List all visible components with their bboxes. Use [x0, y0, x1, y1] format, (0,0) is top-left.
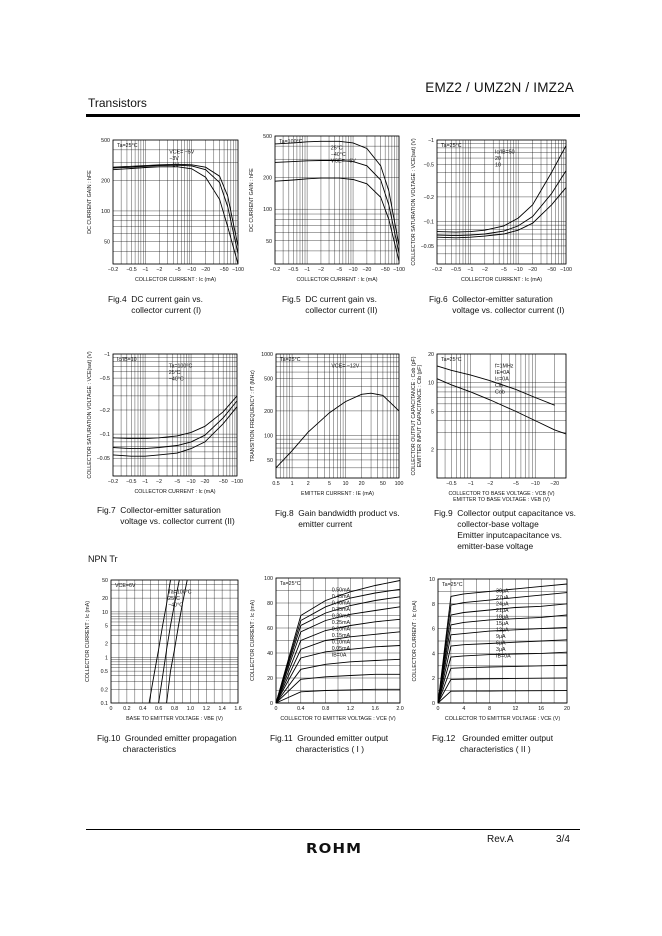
fig12-annotation: 3μA — [496, 647, 506, 653]
fig11-y-tick: 40 — [267, 651, 273, 657]
fig11-annotation: 0.45mA — [331, 594, 351, 600]
fig4-y-label: DC CURRENT GAIN : hFE — [87, 170, 93, 234]
fig12-annotation: 12μA — [496, 627, 509, 634]
fig12-x-tick: 8 — [488, 706, 492, 712]
fig10-y-tick: 20 — [102, 596, 108, 603]
fig10-x-tick: 1.4 — [218, 706, 226, 712]
fig11-annotation: 0.30mA — [331, 613, 351, 620]
fig11-plot — [250, 576, 404, 722]
fig9-x-label-2: EMITTER TO BASE VOLTAGE : VEB (V) — [453, 497, 550, 503]
fig5-plot — [249, 134, 405, 283]
footer-divider — [86, 829, 580, 830]
fig5-x-tick: −2 — [317, 267, 324, 273]
fig5-x-tick: −5 — [336, 267, 343, 273]
fig8-y-tick: 1000 — [261, 352, 273, 358]
fig5-x-tick: −50 — [380, 267, 390, 273]
fig12-annotation: 24μA — [496, 601, 509, 608]
fig7-y-tick: −0.05 — [96, 456, 110, 463]
fig12-y-tick: 2 — [432, 676, 435, 683]
fig7-y-tick: −1 — [103, 352, 110, 358]
fig11-x-tick: 2.0 — [396, 706, 404, 712]
fig10-annotation: VCE=6V — [115, 583, 136, 589]
fig10-x-tick: 1.6 — [234, 706, 242, 712]
fig9-plot — [411, 352, 566, 503]
fig8-y-tick: 200 — [264, 408, 273, 415]
fig11-annotation: 0.35mA — [331, 607, 351, 613]
fig11-y-tick: 80 — [267, 601, 273, 607]
header-divider — [86, 114, 580, 117]
fig9-y-tick: 5 — [431, 409, 434, 416]
fig11-annotation: IB=0A — [331, 652, 347, 659]
fig4-y-tick: 100 — [101, 208, 110, 215]
fig8-chart — [236, 346, 419, 510]
fig7-x-tick: −50 — [218, 479, 228, 485]
fig10-annotation: Ta=100°C — [168, 589, 192, 596]
fig12-annotation: IB=0A — [496, 653, 511, 660]
fig6-x-tick: −100 — [560, 267, 572, 273]
fig11-y-tick: 20 — [267, 676, 273, 682]
fig4-series-line — [113, 167, 238, 264]
fig9-x-tick: −10 — [530, 481, 540, 487]
fig6-y-tick: −1 — [427, 138, 434, 144]
npn-section-label: NPN Tr — [88, 554, 118, 564]
fig12-y-tick: 6 — [432, 626, 435, 633]
fig5-caption: Fig.5 DC current gain vs. collector current (II) — [282, 294, 378, 315]
fig6-frame — [437, 140, 566, 264]
rohm-logo: ROHM — [306, 842, 363, 857]
fig12-plot — [412, 577, 570, 722]
fig6-x-tick: −10 — [513, 267, 523, 273]
fig4-x-tick: −0.5 — [126, 267, 137, 273]
fig8-y-tick: 500 — [264, 376, 273, 383]
document-title: EMZ2 / UMZ2N / IMZ2A — [425, 80, 574, 95]
fig10-y-tick: 2 — [105, 641, 108, 648]
fig11-chart — [236, 570, 420, 735]
fig12-chart — [398, 571, 587, 735]
fig11-y-tick: 0 — [270, 701, 273, 707]
fig10-x-tick: 1.0 — [186, 706, 195, 712]
fig9-y-label: EMITTER INPUT CAPACITANCE : Cib (pF) — [417, 364, 423, 468]
section-title: Transistors — [88, 96, 147, 110]
fig9-x-tick: −20 — [550, 481, 560, 487]
fig8-x-label: EMITTER CURRENT : IE (mA) — [301, 491, 374, 497]
fig7-plot — [87, 351, 243, 495]
fig5-x-tick: −20 — [362, 267, 372, 273]
fig9-y-tick: 2 — [431, 447, 434, 454]
fig12-y-label: COLLECTOR CURRENT : Ic (mA) — [412, 600, 418, 682]
fig10-y-tick: 0.5 — [100, 669, 108, 676]
fig10-x-tick: 0.8 — [170, 706, 179, 712]
fig7-caption: Fig.7 Collector-emitter saturation voltage vs. collector current (II) — [97, 505, 235, 526]
fig4-annotation: −3V — [169, 156, 179, 162]
fig8-annotation: VCE= −12V — [331, 363, 360, 370]
fig4-y-tick: 200 — [101, 178, 110, 185]
fig9-x-tick: −1 — [467, 481, 474, 487]
fig7-x-tick: −0.5 — [126, 479, 137, 485]
fig8-x-tick: 0.5 — [272, 481, 280, 487]
fig11-x-tick: 0.8 — [321, 706, 330, 712]
fig6-annotation: 10 — [495, 162, 501, 169]
fig4-y-tick: 500 — [101, 138, 110, 144]
fig5-series-line — [275, 178, 399, 261]
fig9-annotation: f=1MHz — [495, 363, 514, 370]
fig10-y-tick: 1 — [105, 655, 108, 662]
fig5-y-tick: 100 — [263, 207, 272, 214]
fig12-y-tick: 0 — [432, 701, 435, 707]
fig12-annotation: 30μA — [496, 588, 509, 595]
fig9-y-label: COLLECTOR OUTPUT CAPACITANCE : Cob (pF) — [411, 356, 417, 476]
fig7-x-tick: −1 — [142, 479, 149, 485]
fig12-y-tick: 8 — [432, 601, 435, 608]
fig7-x-label: COLLECTOR CURRENT : Ic (mA) — [134, 489, 216, 495]
fig4-series-line — [113, 164, 238, 246]
fig6-grid — [437, 140, 566, 264]
fig7-x-tick: −10 — [186, 479, 196, 485]
fig7-series-line — [113, 396, 237, 439]
fig11-x-tick: 0 — [274, 706, 278, 712]
fig11-annotation: 0.10mA — [331, 639, 351, 646]
fig7-y-tick: −0.1 — [99, 432, 110, 439]
fig6-y-tick: −0.05 — [420, 243, 434, 250]
fig11-x-label: COLLECTOR TO EMITTER VOLTAGE : VCE (V) — [280, 716, 396, 722]
fig10-y-tick: 0.1 — [100, 701, 108, 707]
fig4-annotation: Ta=25°C — [117, 143, 138, 149]
fig12-x-tick: 16 — [538, 706, 545, 712]
fig8-x-tick: 20 — [358, 481, 365, 487]
fig7-annotation: Ic/IB=10 — [117, 357, 137, 363]
fig7-y-tick: −0.2 — [99, 407, 110, 414]
fig10-annotation: 25°C — [168, 596, 180, 602]
fig6-annotation: Ic/IB=50 — [495, 149, 515, 156]
fig4-x-tick: −10 — [187, 267, 197, 273]
fig12-x-tick: 4 — [462, 706, 466, 712]
fig8-y-tick: 50 — [267, 457, 273, 464]
fig4-annotation: VCE= −5V — [169, 149, 195, 156]
fig6-x-tick: −50 — [547, 267, 557, 273]
fig8-grid — [276, 354, 399, 478]
fig9-y-tick: 20 — [428, 352, 434, 358]
fig6-x-tick: −1 — [467, 267, 474, 273]
fig11-x-tick: 1.6 — [371, 706, 379, 712]
fig12-annotation: Ta=25°C — [442, 582, 463, 588]
fig6-x-tick: −0.2 — [431, 267, 443, 273]
fig6-x-label: COLLECTOR CURRENT : Ic (mA) — [460, 277, 543, 283]
fig7-annotation: 25°C — [168, 370, 181, 376]
fig9-annotation: Cib — [495, 383, 504, 389]
fig5-y-tick: 500 — [263, 134, 272, 140]
fig12-annotation: 6μA — [496, 640, 506, 647]
fig9-x-tick: −5 — [512, 481, 519, 487]
fig4-x-tick: −50 — [219, 267, 229, 273]
fig7-annotation: Ta=100°C — [168, 363, 193, 370]
fig8-x-tick: 2 — [306, 481, 310, 487]
fig8-y-tick: 100 — [264, 433, 273, 440]
fig9-caption: Fig.9 Collector output capacitance vs. collector-base voltage Emitter inputcapacitance vs. emitter-base voltage — [434, 508, 576, 551]
fig12-annotation: 9μA — [496, 634, 506, 640]
fig4-y-tick: 50 — [104, 239, 110, 246]
fig12-annotation: 21μA — [496, 608, 509, 614]
fig11-x-tick: 0.4 — [297, 706, 305, 712]
fig6-x-tick: −0.5 — [450, 267, 462, 273]
fig7-x-tick: −100 — [231, 479, 243, 485]
fig5-annotation: VCE= −6V — [330, 158, 356, 165]
fig7-annotation: −40°C — [168, 376, 184, 383]
fig5-annotation: Ta=100°C — [279, 139, 303, 145]
fig5-y-label: DC CURRENT GAIN : hFE — [249, 168, 255, 232]
fig8-frame — [276, 354, 399, 478]
fig12-x-tick: 0 — [436, 706, 440, 712]
fig4-x-tick: −20 — [201, 267, 211, 273]
fig7-x-tick: −2 — [155, 479, 162, 485]
fig6-annotation: 20 — [495, 156, 501, 162]
fig4-plot — [87, 138, 244, 283]
fig9-x-label: COLLECTOR TO BASE VOLTAGE : VCB (V) — [448, 491, 555, 497]
fig10-x-tick: 1.2 — [202, 706, 210, 712]
fig8-x-tick: 10 — [342, 481, 349, 487]
fig9-chart — [394, 346, 586, 510]
fig6-series-line — [437, 188, 566, 238]
fig6-y-tick: −0.1 — [423, 219, 434, 226]
fig11-x-tick: 1.2 — [346, 706, 355, 712]
fig10-x-tick: 0.6 — [154, 706, 163, 712]
fig8-x-tick: 5 — [327, 481, 331, 487]
fig5-x-tick: −100 — [393, 267, 405, 273]
fig4-series-line — [113, 162, 238, 253]
fig6-caption: Fig.6 Collector-emitter saturation voltage vs. collector current (I) — [429, 294, 565, 315]
fig11-annotation: 0.15mA — [331, 633, 351, 639]
fig4-caption: Fig.4 DC current gain vs. collector current (I) — [108, 294, 203, 315]
fig12-annotation: 15μA — [496, 621, 509, 627]
fig11-annotation: 0.05mA — [331, 646, 351, 652]
fig9-annotation: Cob — [495, 389, 505, 396]
fig5-annotation: −40°C — [330, 152, 346, 158]
fig10-x-tick: 0.4 — [139, 706, 147, 712]
fig8-x-tick: 1 — [290, 481, 294, 487]
page-number: 3/4 — [556, 834, 570, 845]
fig9-x-tick: −2 — [487, 481, 494, 487]
fig6-y-tick: −0.5 — [423, 162, 434, 169]
fig7-chart — [73, 346, 257, 508]
fig4-chart — [73, 132, 258, 296]
fig6-chart — [397, 132, 586, 296]
fig12-x-label: COLLECTOR TO EMITTER VOLTAGE : VCE (V) — [444, 716, 561, 722]
fig5-series-line — [275, 158, 399, 254]
fig7-y-tick: −0.5 — [99, 376, 110, 383]
fig5-annotation: 25°C — [330, 145, 343, 152]
fig11-annotation: Ta=25°C — [280, 581, 301, 587]
fig12-annotation: 27μA — [496, 595, 509, 601]
fig10-x-tick: 0.2 — [123, 706, 131, 712]
fig9-annotation: IE=0A — [495, 370, 510, 376]
fig8-x-tick: 100 — [394, 481, 404, 487]
fig8-caption: Fig.8 Gain bandwidth product vs. emitter current — [275, 508, 400, 529]
fig5-x-tick: −0.2 — [269, 267, 281, 273]
fig10-y-tick: 0.2 — [100, 687, 108, 694]
fig4-x-tick: −2 — [156, 267, 163, 273]
fig5-x-tick: −1 — [304, 267, 311, 273]
fig10-y-tick: 5 — [105, 623, 108, 630]
fig7-series-line — [113, 401, 237, 449]
fig12-caption: Fig.12 Grounded emitter output characteristics ( II ) — [432, 733, 554, 754]
fig10-chart — [71, 572, 258, 735]
fig10-plot — [85, 578, 242, 722]
fig7-x-tick: −0.2 — [107, 479, 119, 485]
fig6-x-tick: −20 — [528, 267, 538, 273]
fig4-x-label: COLLECTOR CURRENT : Ic (mA) — [134, 277, 217, 283]
fig11-y-label: COLLECTOR CURRENT : Ic (mA) — [250, 599, 256, 682]
fig5-x-tick: −0.5 — [288, 267, 299, 273]
fig10-y-tick: 50 — [102, 578, 108, 584]
fig5-y-tick: 200 — [263, 175, 272, 182]
fig10-caption: Fig.10 Grounded emitter propagation characteristics — [97, 733, 237, 754]
fig9-annotation: Ta=25°C — [441, 357, 462, 363]
fig12-y-tick: 4 — [432, 651, 435, 658]
fig12-annotation: 18μA — [496, 614, 509, 621]
fig11-annotation: 0.25mA — [331, 620, 351, 626]
fig4-x-tick: −5 — [174, 267, 181, 273]
fig6-plot — [411, 138, 572, 283]
fig7-x-tick: −5 — [174, 479, 181, 485]
fig6-x-tick: −2 — [481, 267, 488, 273]
fig4-annotation: −1V — [169, 162, 179, 169]
fig11-annotation: 0.20mA — [331, 626, 351, 633]
fig5-x-tick: −10 — [348, 267, 358, 273]
fig10-y-tick: 10 — [102, 609, 108, 616]
fig4-x-tick: −1 — [142, 267, 149, 273]
fig6-x-tick: −5 — [500, 267, 507, 273]
fig8-y-label: TRANSITION FREQUENCY : fT (MHz) — [250, 370, 256, 462]
fig7-x-tick: −20 — [200, 479, 210, 485]
fig10-x-tick: 0 — [109, 706, 113, 712]
fig12-x-tick: 20 — [564, 706, 570, 712]
revision-label: Rev.A — [487, 834, 514, 845]
fig11-annotation: 0.50mA — [331, 587, 351, 594]
fig4-x-tick: −0.2 — [107, 267, 119, 273]
fig8-plot — [250, 352, 403, 497]
fig5-x-label: COLLECTOR CURRENT : Ic (mA) — [296, 277, 378, 283]
fig5-chart — [235, 128, 419, 296]
fig9-x-tick: −0.5 — [446, 481, 457, 487]
fig11-annotation: 0.40mA — [331, 600, 351, 607]
fig6-series-line — [437, 146, 566, 232]
fig9-y-tick: 10 — [428, 380, 434, 387]
fig8-annotation: Ta=25°C — [280, 357, 301, 363]
fig12-y-tick: 10 — [429, 577, 435, 583]
fig11-y-tick: 100 — [264, 576, 273, 582]
fig8-x-tick: 50 — [379, 481, 386, 487]
fig10-annotation: −40°C — [168, 602, 184, 609]
fig6-annotation: Ta=25°C — [441, 143, 462, 149]
fig6-y-label: COLLECTOR SATURATION VOLTAGE : VCE(sat) (V) — [411, 138, 417, 266]
fig9-annotation: Ic=0A — [495, 376, 509, 383]
fig7-y-label: COLLECTOR SATURATION VOLTAGE : VCE(sat) (V) — [87, 351, 93, 479]
fig10-y-label: COLLECTOR CURRENT : Ic (mA) — [85, 600, 91, 683]
fig8-series-line — [276, 393, 399, 468]
fig5-y-tick: 50 — [266, 238, 272, 245]
fig4-x-tick: −100 — [232, 267, 244, 273]
fig11-caption: Fig.11 Grounded emitter output characteristics ( I ) — [270, 733, 389, 754]
fig10-x-label: BASE TO EMITTER VOLTAGE : VBE (V) — [126, 716, 223, 722]
fig6-y-tick: −0.2 — [423, 194, 434, 201]
fig12-x-tick: 12 — [512, 706, 519, 712]
fig11-y-tick: 60 — [267, 626, 273, 632]
